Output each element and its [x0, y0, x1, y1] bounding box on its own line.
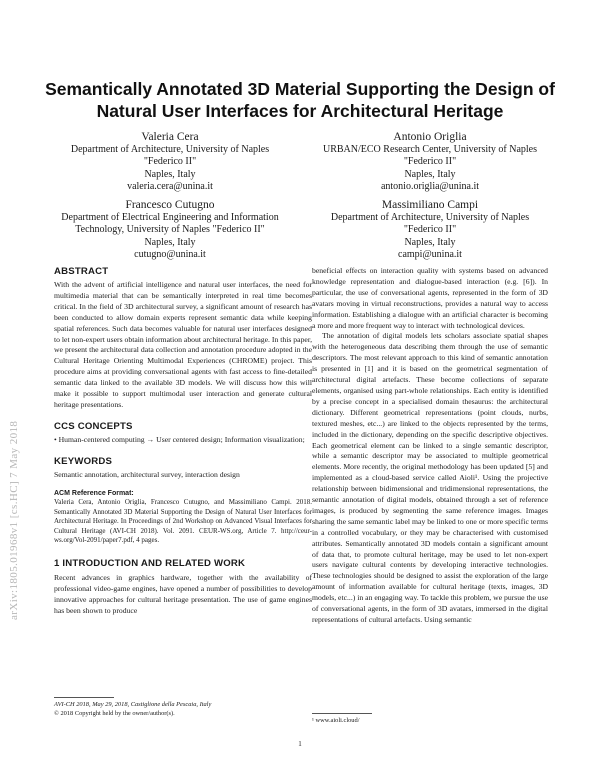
author-affiliation: "Federico II" — [403, 156, 457, 168]
author-block-campi — [300, 198, 560, 262]
intro-paragraph-left: Recent advances in graphics hardware, together with the availability of professional video-game engines, have opened a number of possibilities to develop innovative approaches for cultural heritage presentation. The use of game engines has been shown to produce — [54, 573, 312, 615]
venue-footnote — [54, 700, 312, 718]
footnote-rule-left — [54, 697, 114, 698]
acm-reference-text: Valeria Cera, Antonio Origlia, Francesco Cutugno, and Massimiliano Campi. 2018. Semantically Annotated 3D Material Supporting the Design of Natural User Interfaces for Architectural Heritage. In Proceedings of 2nd Workshop on Advanced Visual Interfaces for Cultural Heritage (AVI-CH 2018). Vol. 2091. CEUR-WS.org, Article 7. http://ceur-ws.org/Vol-2091/paper7.pdf, 4 pages. — [54, 498, 312, 545]
intro-paragraph-right-1: beneficial effects on interaction quality with systems based on advanced knowledge representation and dialogue-based interaction (e.g. [6]). In particular, the use of conversational agents, represented in the form of 3D avatars moving in virtual reconstructions, provides a natural way to access information. Establishing a dialogue with an artificial character is becoming a more and more frequent way to interact with technological devices. — [312, 266, 548, 330]
author-name: Francesco Cutugno — [125, 199, 215, 211]
author-email: antonio.origlia@unina.it — [380, 181, 480, 193]
author-affiliation: "Federico II" — [403, 224, 457, 236]
author-location: Naples, Italy — [144, 236, 196, 248]
title-line-2: Natural User Interfaces for Architectural Heritage — [96, 101, 504, 121]
paper-title — [40, 78, 560, 122]
author-location: Naples, Italy — [144, 168, 196, 180]
abstract-text: With the advent of artificial intelligence and natural user interfaces, the need for multimedia material that can be semantically interpreted in real time becomes critical. In the field of 3D architectural survey, a significant amount of research has been conducted to allow domain experts represent semantic data while keeping spatial references. Such data becomes valuable for natural user interfaces designed to let non-expert users obtain information about architectural heritage. In this paper, we present the architectural data collection and annotation procedure adopted in the Cultural Heritage Orienting Multimodal Experiences (CHROME) project. This procedure aims at providing conversational agents with fast access to fine-detailed semantic data linked to the available 3D models. We will discuss how this will make it possible to support multimodal user interaction and generate cultural heritage presentations. — [54, 280, 312, 409]
author-affiliation: Department of Architecture, University of Naples — [330, 212, 530, 223]
author-name: Massimiliano Campi — [381, 199, 479, 211]
author-block-cutugno — [40, 198, 300, 262]
author-affiliation: URBAN/ECO Research Center, University of Naples — [323, 144, 537, 155]
ccs-concepts: • Human-centered computing → User centered design; Information visualization; — [54, 434, 305, 444]
keywords-text: Semantic annotation, architectural survey, interaction design — [54, 469, 240, 479]
section-1-heading: 1 INTRODUCTION AND RELATED WORK — [54, 558, 246, 570]
author-affiliation: "Federico II" — [143, 156, 197, 168]
author-affiliation: Department of Electrical Engineering and Information — [61, 212, 279, 223]
abstract-heading: ABSTRACT — [54, 266, 109, 277]
author-affiliation: Department of Architecture, University of Naples — [70, 144, 270, 155]
author-name: Valeria Cera — [141, 131, 199, 143]
author-email: cutugno@unina.it — [134, 249, 206, 261]
acm-reference-heading: ACM Reference Format: — [54, 489, 134, 497]
author-location: Naples, Italy — [404, 168, 456, 180]
arxiv-stamp: arXiv:1805.01968v1 [cs.HC] 7 May 2018 — [8, 420, 20, 620]
author-name: Antonio Origlia — [393, 131, 467, 143]
footnote-rule-right — [312, 713, 372, 714]
author-location: Naples, Italy — [404, 236, 456, 248]
author-affiliation: Technology, University of Naples "Federico II" — [75, 224, 265, 236]
title-line-1: Semantically Annotated 3D Material Supporting the Design of — [45, 79, 555, 99]
right-column — [312, 266, 548, 626]
url-footnote: ¹ www.aioli.cloud/ — [312, 717, 360, 724]
ccs-heading: CCS CONCEPTS — [54, 420, 133, 432]
left-column — [54, 266, 312, 617]
intro-paragraph-right-2: The annotation of digital models lets scholars associate spatial shapes with the heterogeneous data describing them through the use of semantic descriptors. The most relevant approach to this kind of semantic annotation is presented in [1] and it is based on the geometrical segmentation of architectural digital artefacts. These become collections of separate elements, organised using part-whole relationships. Each entity is identified by a precise concept in a specialised domain thesaurus: the architectural dictionary. Different geometrical representations (point clouds, nurbs, textured meshes, etc...) are linked to the objects represented by the terms, included in the dictionary, depending on the specific descriptive objectives. Each geometrical element can be linked to a single semantic descriptor, while a semantic descriptor may be associated to multiple geometrical elements. More recently, the original methodology has been updated [5] and implemented as a cloud-based service called Aioli¹. Using the projective relationship between bidimensional and tridimensional representations, the semantic annotation of digital models, obtained through a set of reference images, is produced by segmenting the same reference images. Images sharing the same semantic label may be linked to one or more specific terms in a controlled vocabulary, or they may be characterised with customised attributes. Semantically annotated 3D models contain a significant amount of data that, to promote cultural heritage, may be used to let non-expert users navigate cultural contents by developing interactive technologies. These technologies should be designed to assist the exploration of the large amount of information available for cultural heritage (texts, images, 3D models, etc...) in an engaging way. To tackle this problem, we pursue the use of conversational agents, in the form of 3D avatars, immersed in the digital representations of cultural artefacts. Using semantic — [312, 331, 549, 624]
author-block-cera — [40, 130, 300, 194]
venue-line: AVI-CH 2018, May 29, 2018, Castiglione della Pescaia, Italy — [54, 701, 212, 708]
author-email: campi@unina.it — [398, 249, 462, 261]
keywords-heading: KEYWORDS — [54, 455, 113, 467]
copyright-line: © 2018 Copyright held by the owner/author(s). — [54, 710, 175, 717]
author-block-origlia — [300, 130, 560, 194]
author-email: valeria.cera@unina.it — [127, 181, 213, 193]
page-number: 1 — [298, 740, 302, 748]
